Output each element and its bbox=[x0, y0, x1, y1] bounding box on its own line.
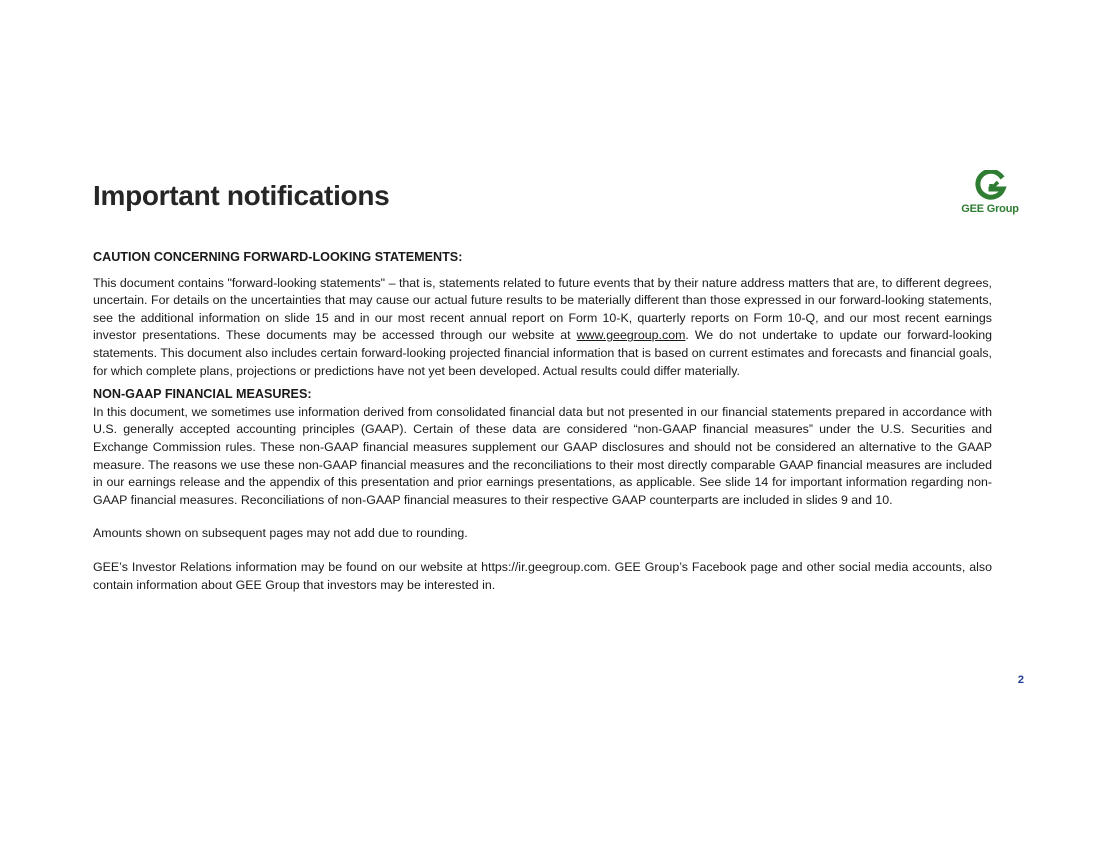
forward-looking-paragraph bbox=[93, 275, 992, 381]
non-gaap-heading: NON-GAAP FINANCIAL MEASURES: bbox=[93, 387, 312, 402]
notifications-content bbox=[93, 249, 992, 594]
rounding-paragraph: Amounts shown on subsequent pages may not add due to rounding. bbox=[93, 526, 468, 541]
forward-looking-text-after-link: . We do not undertake to update our forward-looking statements. This document also includes certain forward-looking projected financial information that is based on current estimates and forecasts and financial goals, for which complete plans, projections or predictions have not yet been developed. Actual results could differ materially. bbox=[93, 328, 992, 378]
page-title: Important notifications bbox=[93, 180, 390, 211]
forward-looking-heading: CAUTION CONCERNING FORWARD-LOOKING STATEMENTS: bbox=[93, 250, 463, 264]
logo-text: GEE Group bbox=[961, 203, 1019, 215]
non-gaap-paragraph: In this document, we sometimes use information derived from consolidated financial data but not presented in our financial statements prepared in accordance with U.S. generally accepted accounting principles (GAAP). Certain of these data are considered “non-GAAP financial measures” under the U.S. Securities and Exchange Commission rules. These non-GAAP financial measures supplement our GAAP disclosures and should not be considered an alternative to the GAAP measure. The reasons we use these non-GAAP financial measures and the reconciliations to their most directly comparable GAAP financial measures are included in our earnings release and the appendix of this presentation and prior earnings presentations, as applicable. See slide 14 for important information regarding non-GAAP financial measures. Reconciliations of non-GAAP financial measures to their respective GAAP counterparts are included in slides 9 and 10. bbox=[93, 404, 992, 507]
gee-group-logo-icon bbox=[972, 170, 1008, 202]
forward-looking-text-before-link: This document contains "forward-looking statements" – that is, statements related to future events that by their nature address matters that are, to different degrees, uncertain. For details on the uncertainties that may cause our actual future results to be materially different than those expressed in our forward-looking statements, see the additional information on slide 15 and in our most recent annual report on Form 10-K, quarterly reports on Form 10-Q, and our most recent earnings investor presentations. These documents may be accessed through our website at bbox=[93, 275, 992, 343]
company-logo bbox=[950, 170, 1030, 220]
page-number: 2 bbox=[1017, 674, 1024, 686]
website-link[interactable]: www.geegroup.com bbox=[576, 328, 686, 343]
investor-relations-paragraph: GEE’s Investor Relations information may be found on our website at https://ir.geegroup.com. GEE Group’s Facebook page and other social media accounts, also contain information about GEE Group that investors may be interested in. bbox=[93, 559, 992, 592]
